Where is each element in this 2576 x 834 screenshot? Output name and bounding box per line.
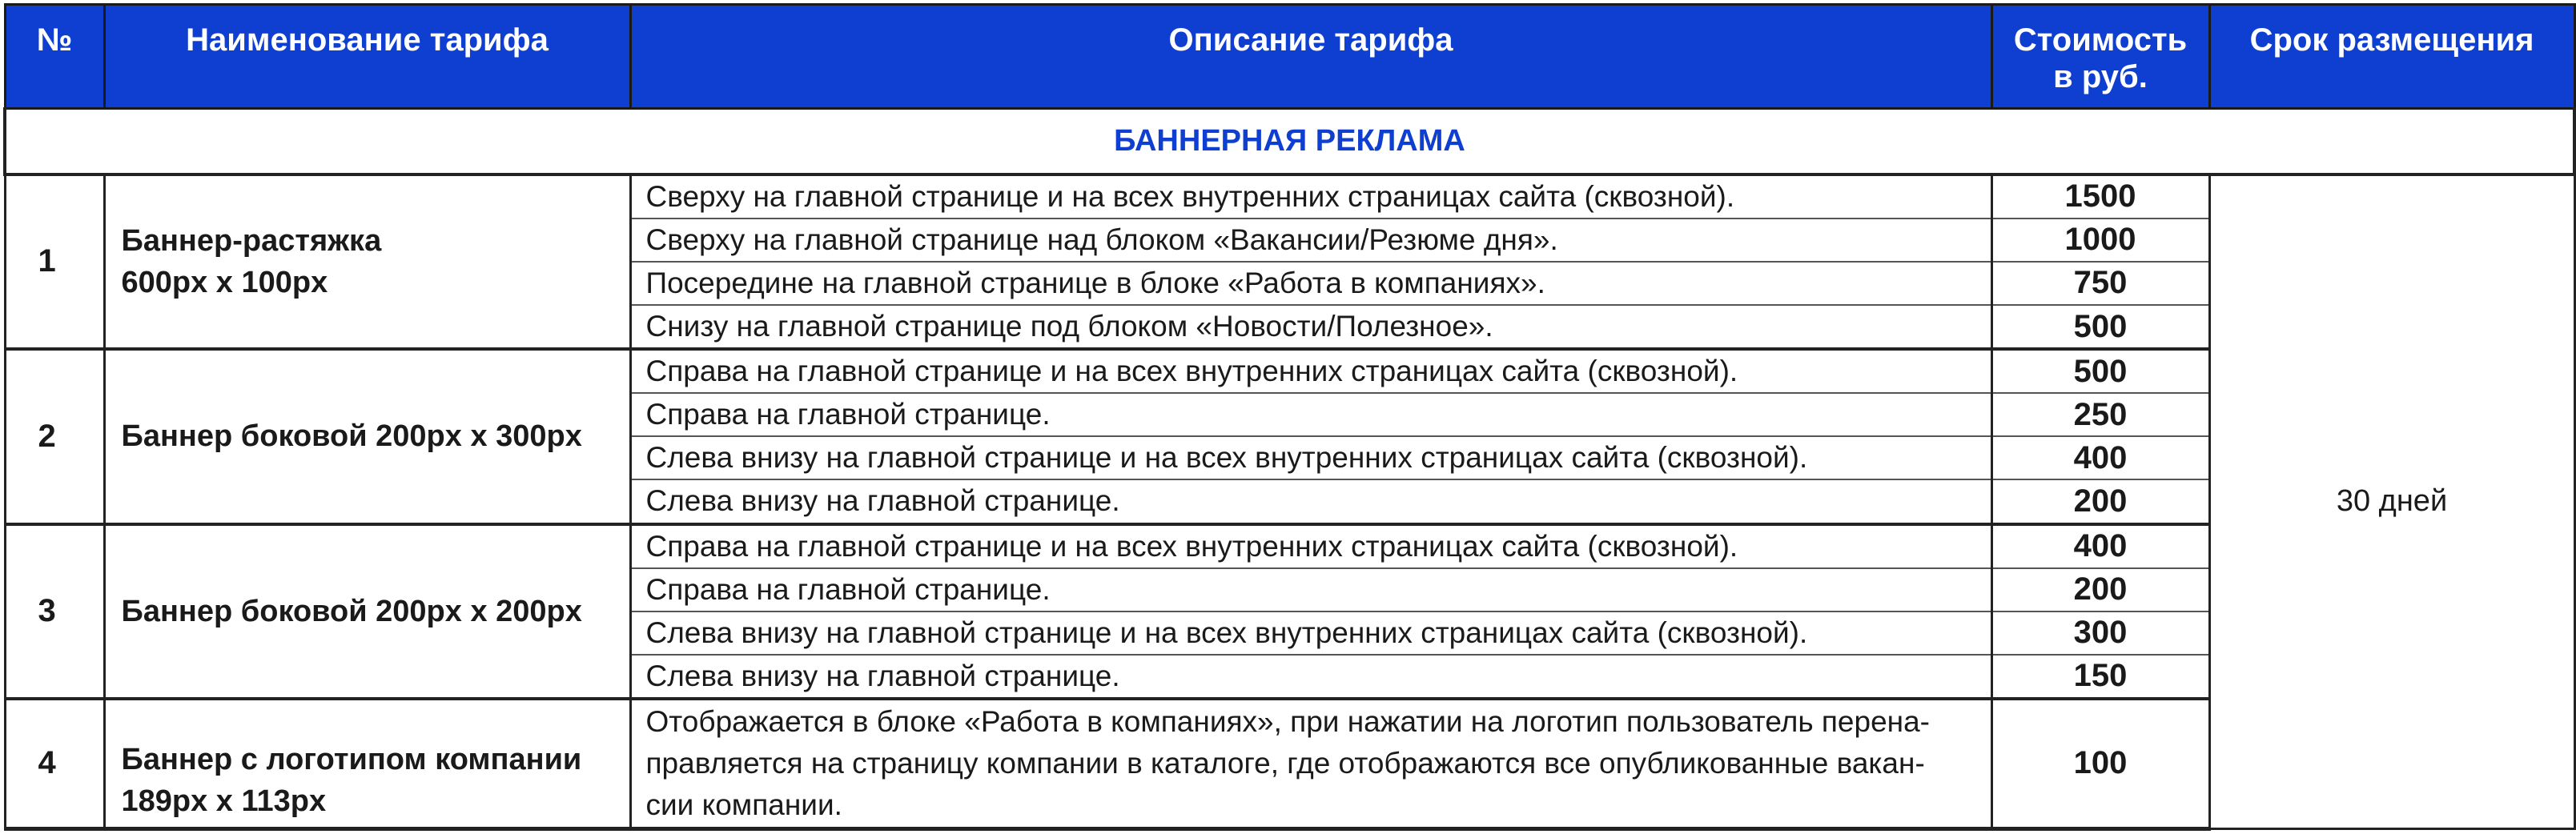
tariff-size: 600px x 100px — [121, 265, 328, 299]
tariff-option-desc — [630, 699, 1991, 829]
tariff-option-desc: Справа на главной странице. — [630, 393, 1991, 436]
tariff-option-desc: Посередине на главной странице в блоке «Работа в компаниях». — [630, 262, 1991, 305]
header-name: Наименование тарифа — [104, 5, 630, 109]
table-row — [5, 524, 2574, 568]
tariff-option-desc: Справа на главной странице и на всех внутренних страницах сайта (сквозной). — [630, 349, 1991, 393]
tariff-option-price: 400 — [1991, 524, 2209, 568]
tariff-option-price: 200 — [1991, 568, 2209, 611]
tariff-name: Баннер боковой 200px x 200px — [104, 524, 630, 699]
term-value: 30 дней — [2209, 174, 2574, 829]
tariff-option-price: 400 — [1991, 436, 2209, 479]
section-title: БАННЕРНАЯ РЕКЛАМА — [5, 109, 2574, 174]
table-row — [5, 349, 2574, 393]
tariff-option-desc: Слева внизу на главной странице и на всех внутренних страницах сайта (сквозной). — [630, 436, 1991, 479]
header-desc: Описание тарифа — [630, 5, 1991, 109]
tariff-option-desc: Сверху на главной странице над блоком «Вакансии/Резюме дня». — [630, 219, 1991, 262]
tariff-name-line: Баннер с логотипом компании — [121, 743, 582, 776]
tariff-option-price: 500 — [1991, 305, 2209, 349]
tariff-num: 4 — [5, 699, 104, 829]
tariff-option-desc: Справа на главной странице и на всех внутренних страницах сайта (сквозной). — [630, 524, 1991, 568]
table-header-row — [5, 5, 2574, 109]
tariff-name-line: Баннер-растяжка — [121, 223, 382, 258]
desc-line: Отображается в блоке «Работа в компаниях», при нажатии на логотип пользователь перена- — [645, 704, 1930, 738]
tariff-num: 3 — [5, 524, 104, 699]
tariff-name — [104, 174, 630, 349]
tariff-num: 1 — [5, 174, 104, 349]
header-num: № — [5, 5, 104, 109]
tariff-option-price: 300 — [1991, 611, 2209, 655]
tariff-option-desc: Снизу на главной странице под блоком «Новости/Полезное». — [630, 305, 1991, 349]
tariff-option-price: 500 — [1991, 349, 2209, 393]
header-price — [1991, 5, 2209, 109]
tariff-option-desc: Сверху на главной странице и на всех внутренних страницах сайта (сквозной). — [630, 174, 1991, 219]
tariff-size: 189px x 113px — [121, 784, 327, 818]
tariff-option-price: 750 — [1991, 262, 2209, 305]
tariff-option-price: 1000 — [1991, 219, 2209, 262]
tariff-name: Баннер боковой 200px x 300px — [104, 349, 630, 523]
desc-line: сии компании. — [645, 788, 842, 821]
desc-line: правляется на страницу компании в каталоге, где отображаются все опубликованные вакан- — [645, 746, 1925, 780]
tariff-option-price: 200 — [1991, 479, 2209, 523]
section-row — [5, 109, 2574, 174]
tariff-option-price: 150 — [1991, 655, 2209, 699]
table-row — [5, 699, 2574, 829]
tariff-name — [104, 699, 630, 829]
tariff-option-price: 250 — [1991, 393, 2209, 436]
header-price-line2: в руб. — [2053, 59, 2148, 94]
tariff-num: 2 — [5, 349, 104, 523]
tariff-option-desc: Слева внизу на главной странице. — [630, 479, 1991, 523]
tariff-table — [3, 3, 2576, 831]
header-price-line1: Стоимость — [2013, 22, 2188, 58]
tariff-option-desc: Слева внизу на главной странице. — [630, 655, 1991, 699]
tariff-option-desc: Справа на главной странице. — [630, 568, 1991, 611]
tariff-option-desc: Слева внизу на главной странице и на всех внутренних страницах сайта (сквозной). — [630, 611, 1991, 655]
tariff-option-price: 1500 — [1991, 174, 2209, 219]
table-row — [5, 174, 2574, 219]
tariff-option-price: 100 — [1991, 699, 2209, 829]
header-term: Срок размещения — [2209, 5, 2574, 109]
